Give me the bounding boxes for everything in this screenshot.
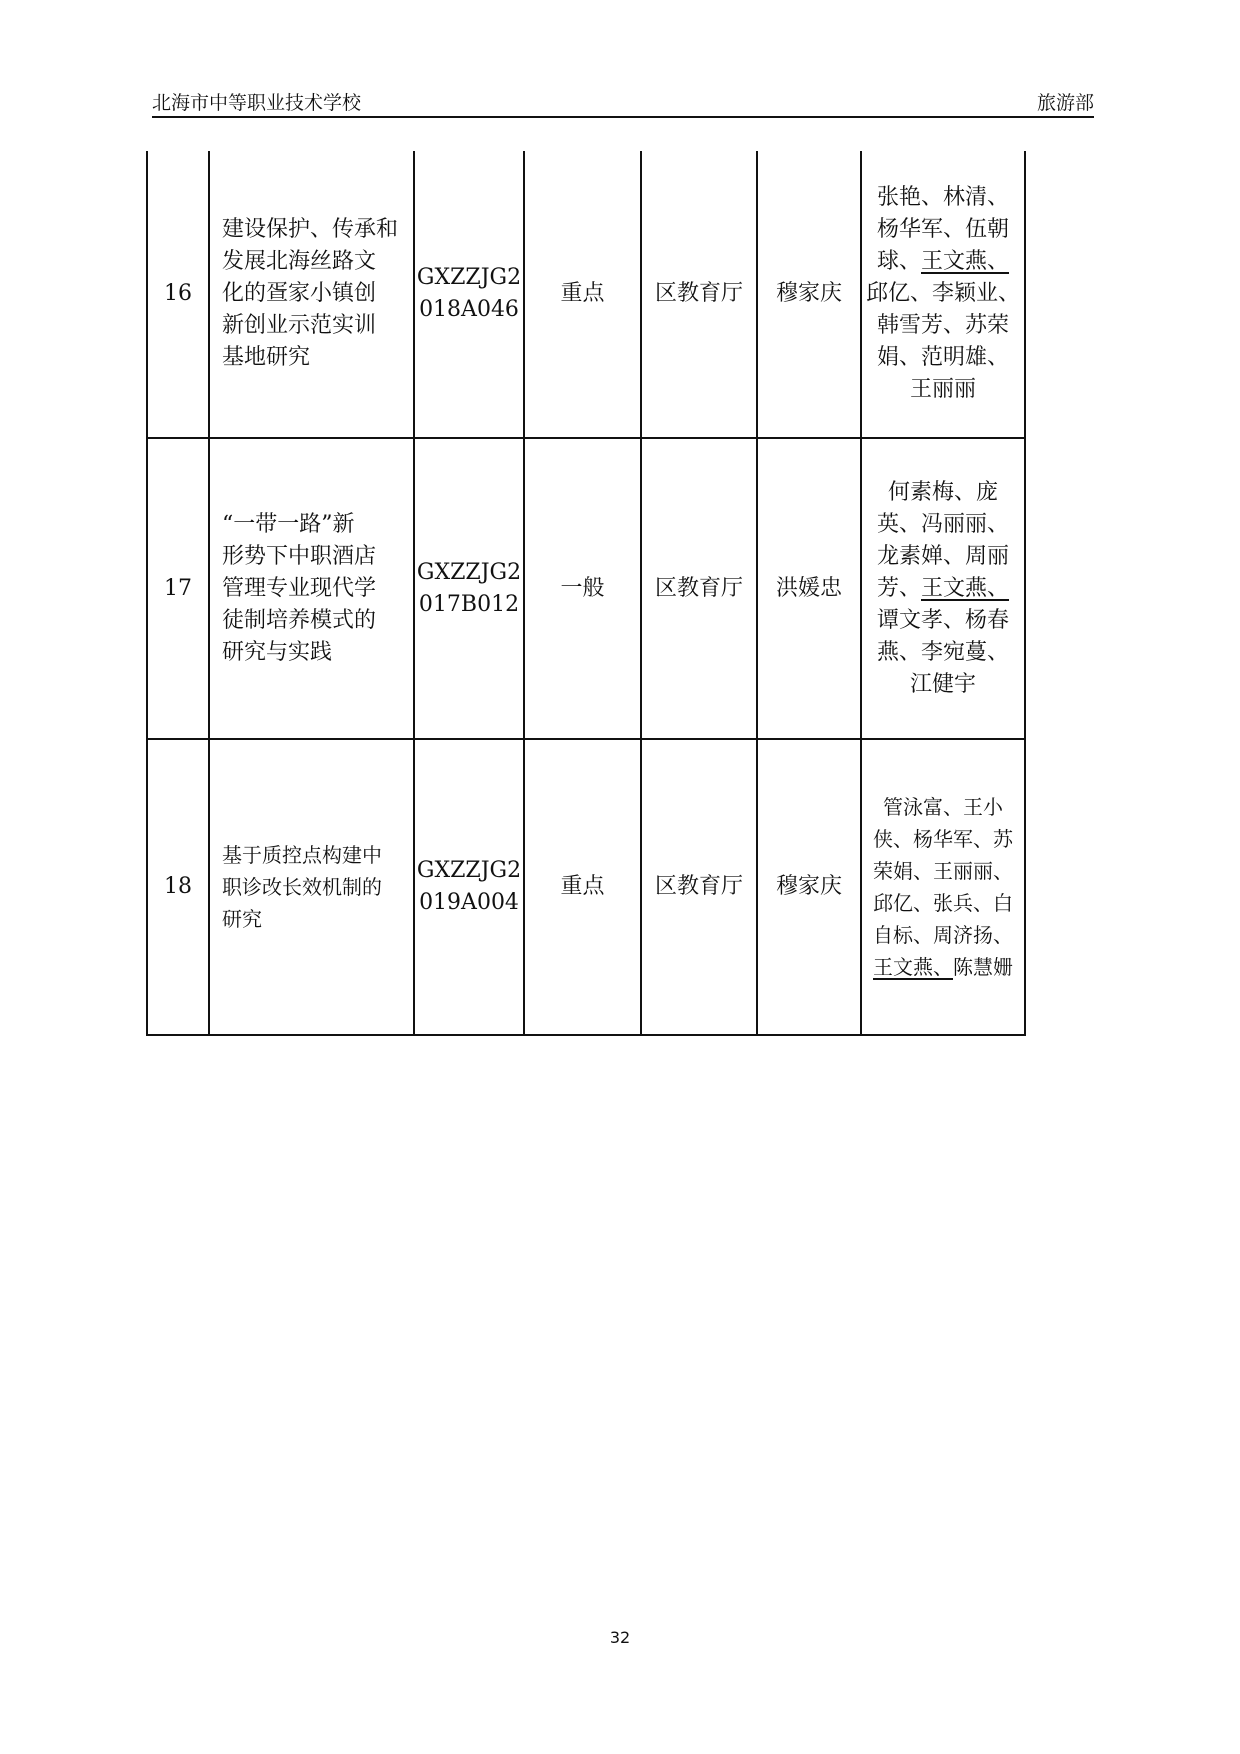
- project-code-line: GXZZJG2: [416, 858, 522, 883]
- member-line: [866, 951, 1020, 983]
- approving-department: 区教育厅: [641, 151, 757, 438]
- project-table: [146, 151, 1026, 1036]
- project-level: 一般: [524, 438, 641, 739]
- member-line: [866, 855, 1020, 887]
- project-title: [209, 438, 414, 739]
- project-title-line: 化的疍家小镇创: [222, 281, 377, 306]
- project-title-line: 研究: [222, 907, 262, 931]
- highlighted-member: 王文燕、: [921, 575, 1010, 601]
- member-line: [866, 541, 1020, 573]
- member-line: [866, 509, 1020, 541]
- project-code-line: GXZZJG2: [416, 265, 522, 290]
- member-line: [866, 310, 1020, 342]
- member-line: [866, 887, 1020, 919]
- project-title: [209, 151, 414, 438]
- member-line: [866, 214, 1020, 246]
- member-text: 张艳、林清、: [876, 185, 1009, 210]
- member-text: 王丽丽: [909, 377, 976, 402]
- member-text: 龙素婵、周丽: [876, 543, 1009, 569]
- member-text: 燕、李宛蔓、: [876, 639, 1009, 665]
- page-number: 32: [609, 1628, 631, 1647]
- member-line: [866, 246, 1020, 278]
- approving-department: 区教育厅: [641, 739, 757, 1035]
- project-code-line: 018A046: [419, 297, 519, 322]
- project-level: 重点: [524, 151, 641, 438]
- school-name: 北海市中等职业技术学校: [152, 92, 362, 114]
- page-header: [152, 86, 1094, 118]
- row-number: 16: [147, 151, 209, 438]
- project-code: [414, 739, 524, 1035]
- project-title-line: “一带一路”新: [222, 511, 355, 537]
- project-members: [861, 739, 1025, 1035]
- table-row: [147, 438, 1025, 739]
- project-code-line: 019A004: [419, 890, 519, 915]
- member-text: 芳、: [876, 575, 921, 601]
- approving-department: 区教育厅: [641, 438, 757, 739]
- project-leader: 穆家庆: [757, 151, 861, 438]
- row-number: 17: [147, 438, 209, 739]
- member-line: [866, 374, 1020, 406]
- project-code-line: GXZZJG2: [416, 559, 522, 585]
- member-text: 邱亿、张兵、白: [873, 891, 1013, 915]
- project-title-line: 形势下中职酒店: [222, 543, 377, 569]
- member-text: 管泳富、王小: [883, 795, 1003, 819]
- project-title: [209, 739, 414, 1035]
- member-line: [866, 342, 1020, 374]
- project-leader: 穆家庆: [757, 739, 861, 1035]
- member-text: 英、冯丽丽、: [876, 511, 1009, 537]
- member-text: 韩雪芳、苏荣: [876, 313, 1009, 338]
- member-line: [866, 919, 1020, 951]
- project-title-line: 徒制培养模式的: [222, 607, 377, 633]
- member-line: [866, 182, 1020, 214]
- project-level: 重点: [524, 739, 641, 1035]
- member-line: [866, 573, 1020, 605]
- project-members: [861, 151, 1025, 438]
- member-text: 谭文孝、杨春: [876, 607, 1009, 633]
- project-title-line: 基地研究: [222, 345, 311, 370]
- member-text: 侠、杨华军、苏: [873, 827, 1013, 851]
- department-name: 旅游部: [1036, 92, 1094, 114]
- member-text: 何素梅、庞: [887, 479, 998, 505]
- project-table-body: [147, 151, 1025, 1035]
- member-text: 球、: [876, 249, 921, 274]
- project-code-line: 017B012: [418, 591, 520, 617]
- project-title-line: 发展北海丝路文: [222, 249, 377, 274]
- project-code: [414, 438, 524, 739]
- project-title-line: 建设保护、传承和: [222, 217, 399, 242]
- member-text: 娟、范明雄、: [876, 345, 1009, 370]
- member-line: [866, 477, 1020, 509]
- member-line: [866, 669, 1020, 701]
- member-line: [866, 791, 1020, 823]
- member-text: 自标、周济扬、: [873, 923, 1013, 947]
- member-text: 江健宇: [909, 671, 976, 697]
- row-number: 18: [147, 739, 209, 1035]
- member-line: [866, 637, 1020, 669]
- member-line: [866, 605, 1020, 637]
- table-row: [147, 151, 1025, 438]
- member-line: [866, 823, 1020, 855]
- project-title-line: 研究与实践: [222, 639, 333, 665]
- member-text: 邱亿、李颖业、: [866, 281, 1021, 306]
- project-code: [414, 151, 524, 438]
- project-title-line: 管理专业现代学: [222, 575, 377, 601]
- project-title-line: 新创业示范实训: [222, 313, 377, 338]
- table-row: [147, 739, 1025, 1035]
- member-text: 陈慧姗: [953, 955, 1013, 979]
- project-leader: 洪媛忠: [757, 438, 861, 739]
- project-title-line: 职诊改长效机制的: [222, 875, 382, 899]
- member-line: [866, 278, 1020, 310]
- highlighted-member: 王文燕、: [873, 955, 953, 979]
- project-members: [861, 438, 1025, 739]
- highlighted-member: 王文燕、: [921, 249, 1010, 274]
- member-text: 荣娟、王丽丽、: [873, 859, 1013, 883]
- member-text: 杨华军、伍朝: [876, 217, 1009, 242]
- project-title-line: 基于质控点构建中: [222, 843, 382, 867]
